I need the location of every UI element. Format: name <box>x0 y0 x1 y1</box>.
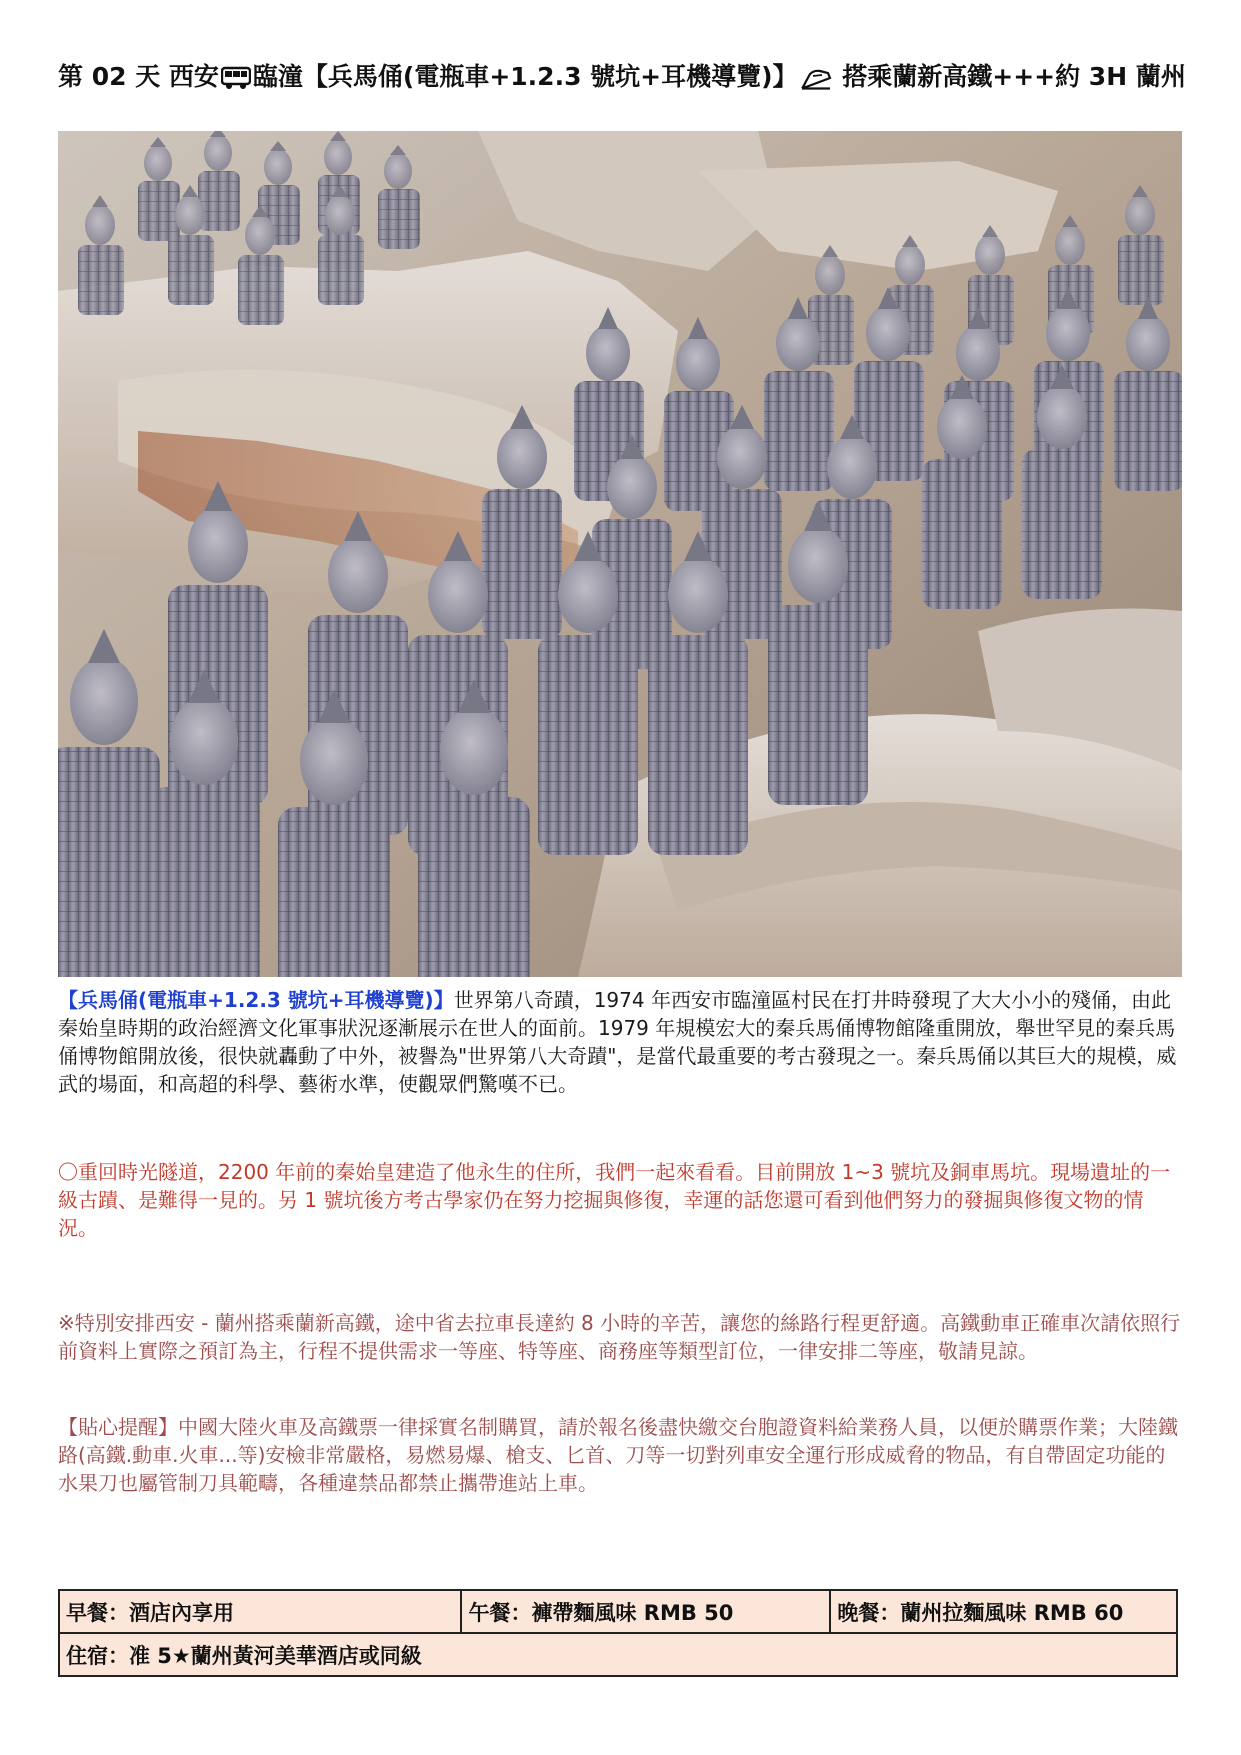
attraction-description <box>58 986 1182 1098</box>
attraction-name-highlight: 【兵馬俑(電瓶車+1.2.3 號坑+耳機導覽)】 <box>58 988 454 1012</box>
train-note: ※特別安排西安 - 蘭州搭乘蘭新高鐵，途中省去拉車長達約 8 小時的辛苦，讓您的絲路行程更舒適。高鐵動車正確車次請依照行前資料上實際之預訂為主，行程不提供需求一等座、特等座、商務座等類型訂位，一律安排二等座，敬請見諒。 <box>58 1311 1181 1363</box>
hotel-cell: 住宿：准 5★蘭州黃河美華酒店或同級 <box>59 1633 1177 1676</box>
breakfast-cell: 早餐：酒店內享用 <box>59 1590 461 1633</box>
day-title-part2: 臨潼【兵馬俑(電瓶車+1.2.3 號坑+耳機導覽)】 <box>252 62 798 91</box>
meals-table <box>58 1589 1178 1677</box>
meals-row <box>59 1590 1177 1633</box>
lunch-cell: 午餐：褲帶麵風味 RMB 50 <box>461 1590 830 1633</box>
attraction-description-body: 世界第八奇蹟，1974 年西安市臨潼區村民在打井時發現了大大小小的殘俑，由此秦始皇時期的政治經濟文化軍事狀況逐漸展示在世人的面前。1979 年規模宏大的秦兵馬俑博物館隆重開放，舉世罕見的秦兵馬俑博物館開放後，很快就轟動了中外，被譽為"世界第八大奇蹟"，是當代最重要的考古發現之一。秦兵馬俑以其巨大的規模，威武的場面，和高超的科學、藝術水準，使觀眾們驚嘆不已。 <box>58 988 1177 1096</box>
day-title <box>58 60 1188 98</box>
train-icon <box>800 65 832 98</box>
pit-note: 〇重回時光隧道，2200 年前的秦始皇建造了他永生的住所，我們一起來看看。目前開放 1~3 號坑及銅車馬坑。現場遺址的一級古蹟、是難得一見的。另 1 號坑後方考古學家仍在努力挖掘與修復，幸運的話您還可看到他們努力的發掘與修復文物的情況。 <box>58 1160 1171 1240</box>
terracotta-warriors-photo <box>58 131 1182 977</box>
dinner-cell: 晚餐：蘭州拉麵風味 RMB 60 <box>830 1590 1177 1633</box>
day-title-part1: 第 02 天 西安 <box>58 62 219 91</box>
day-title-part3: 搭乘蘭新高鐵+++約 3H 蘭州 <box>833 62 1186 91</box>
hotel-row <box>59 1633 1177 1676</box>
reminder-note: 【貼心提醒】中國大陸火車及高鐵票一律採實名制購買，請於報名後盡快繳交台胞證資料給業務人員，以便於購票作業；大陸鐵路(高鐵.動車.火車...等)安檢非常嚴格，易燃易爆、槍支、匕首、刀等一切對列車安全運行形成威脅的物品，有自帶固定功能的水果刀也屬管制刀具範疇，各種違禁品都禁止攜帶進站上車。 <box>58 1415 1178 1495</box>
bus-icon <box>221 65 251 98</box>
